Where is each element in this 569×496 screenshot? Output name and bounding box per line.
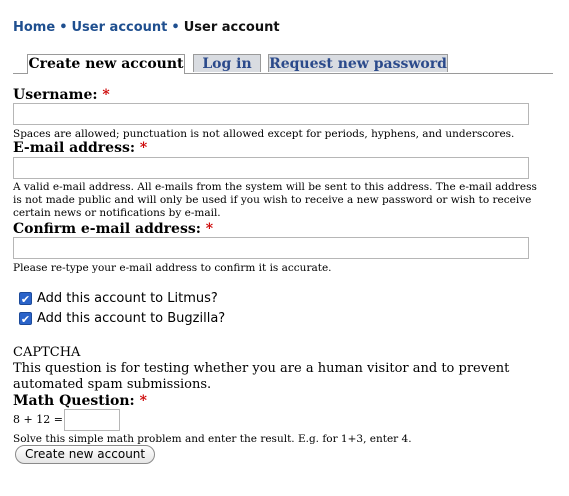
math-question-label — [13, 393, 147, 409]
create-new-account-button[interactable]: Create new account — [15, 445, 155, 464]
breadcrumb-separator: • — [171, 20, 180, 35]
confirm-email-input[interactable] — [13, 237, 529, 259]
confirm-email-help: Please re-type your e-mail address to confirm it is accurate. — [13, 262, 332, 274]
username-label-text: Username: — [13, 87, 98, 103]
confirm-email-label — [13, 221, 213, 237]
username-input[interactable] — [13, 103, 529, 125]
email-label — [13, 140, 147, 156]
email-label-text: E-mail address: — [13, 140, 136, 156]
captcha-title: CAPTCHA — [13, 345, 81, 360]
account-tabs — [13, 54, 553, 74]
litmus-checkbox-row[interactable] — [19, 291, 218, 306]
required-marker: * — [102, 87, 110, 103]
checkbox-checked-icon[interactable]: ✔ — [20, 293, 31, 306]
required-marker: * — [205, 221, 214, 237]
breadcrumb — [13, 20, 280, 35]
math-question-label-text: Math Question: — [13, 393, 135, 409]
breadcrumb-home-link[interactable]: Home — [13, 20, 56, 35]
tab-request-new-password[interactable]: Request new password — [269, 56, 447, 72]
captcha-description: This question is for testing whether you are a human visitor and to prevent automated spam submissions. — [13, 361, 510, 392]
required-marker: * — [139, 393, 147, 409]
email-input[interactable] — [13, 157, 529, 179]
checkbox-checked-icon[interactable]: ✔ — [20, 313, 31, 326]
math-answer-input[interactable] — [64, 409, 120, 431]
math-question-text: 8 + 12 = — [13, 413, 63, 426]
tab-create-account[interactable]: Create new account — [28, 56, 184, 72]
breadcrumb-current: User account — [183, 20, 280, 35]
breadcrumb-user-account-link[interactable]: User account — [71, 20, 168, 35]
breadcrumb-separator: • — [59, 20, 68, 35]
confirm-email-label-text: Confirm e-mail address: — [13, 221, 201, 237]
math-question-help: Solve this simple math problem and enter the result. E.g. for 1+3, enter 4. — [13, 433, 412, 445]
username-help: Spaces are allowed; punctuation is not allowed except for periods, hyphens, and underscores. — [13, 128, 515, 140]
required-marker: * — [139, 140, 148, 156]
bugzilla-checkbox-row[interactable] — [19, 311, 225, 326]
bugzilla-checkbox-label: Add this account to Bugzilla? — [37, 311, 226, 326]
username-label — [13, 87, 110, 103]
email-help: A valid e-mail address. All e-mails from the system will be sent to this address. The e-mail address is not made public and will only be used if you wish to receive a new password or wish to receive certain news or notifications by e-mail. — [13, 181, 537, 219]
tab-log-in[interactable]: Log in — [193, 54, 261, 72]
litmus-checkbox-label: Add this account to Litmus? — [37, 291, 218, 306]
